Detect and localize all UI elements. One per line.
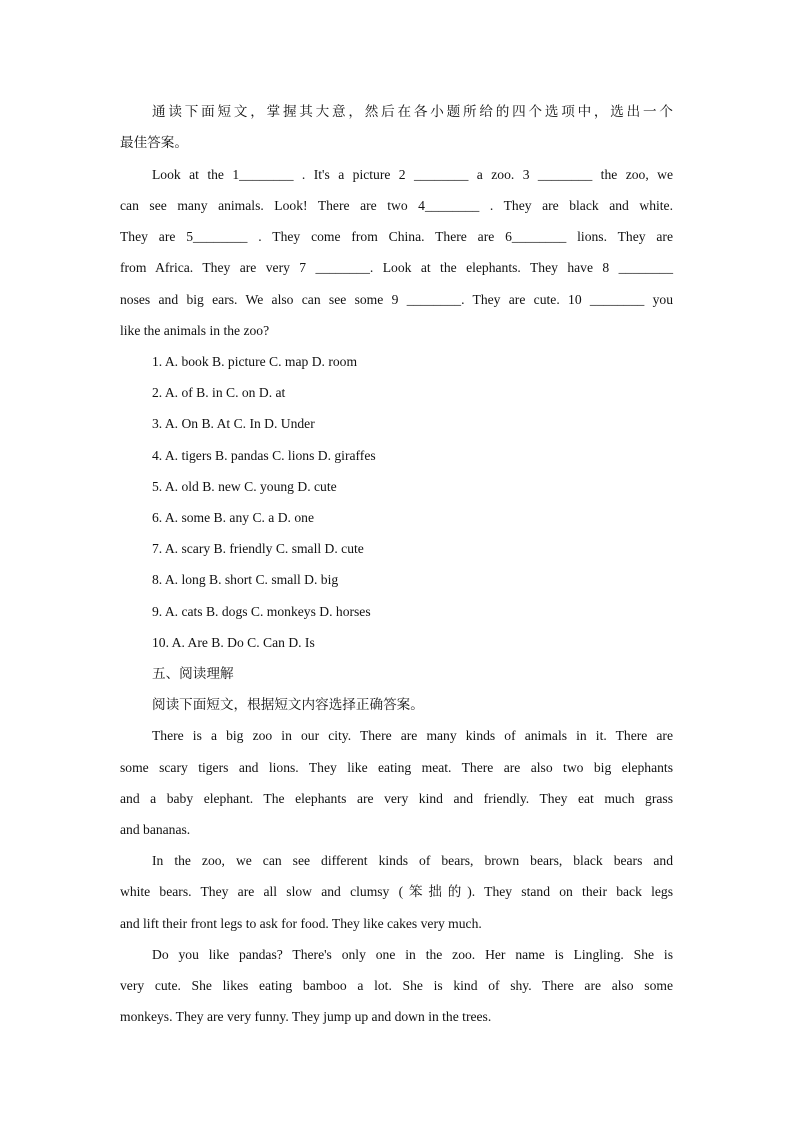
question-options: 6. A. some B. any C. a D. one	[152, 510, 314, 525]
passage2-line: and a baby elephant. The elephants are very kind and friendly. They eat much grass	[120, 791, 673, 806]
instruction-line-2: 最佳答案。	[120, 135, 188, 150]
passage2-line: and bananas.	[120, 822, 191, 837]
question-options: 7. A. scary B. friendly C. small D. cute	[152, 541, 364, 556]
passage1-line: Look at the 1________ . It's a picture 2 ________ a zoo. 3 ________ the zoo, we	[152, 167, 673, 182]
passage1-line: They are 5________ . They come from China. There are 6________ lions. They are	[120, 229, 673, 244]
passage1-line: like the animals in the zoo?	[120, 323, 270, 338]
passage1-line: from Africa. They are very 7 ________. Look at the elephants. They have 8 ________	[120, 260, 673, 275]
passage2-line: There is a big zoo in our city. There are many kinds of animals in it. There are	[152, 728, 673, 743]
question-options: 5. A. old B. new C. young D. cute	[152, 479, 337, 494]
passage1-line: noses and big ears. We also can see some 9 ________. They are cute. 10 ________ you	[120, 292, 673, 307]
passage2-line: white bears. They are all slow and clumsy (笨拙的). They stand on their back legs	[120, 884, 673, 899]
instruction-line-1: 通读下面短文，掌握其大意，然后在各小题所给的四个选项中，选出一个	[152, 104, 673, 119]
question-options: 2. A. of B. in C. on D. at	[152, 385, 286, 400]
question-options: 10. A. Are B. Do C. Can D. Is	[152, 635, 315, 650]
passage2-line: In the zoo, we can see different kinds of bears, brown bears, black bears and	[152, 853, 673, 868]
passage2-line: very cute. She likes eating bamboo a lot. She is kind of shy. There are also some	[120, 978, 673, 993]
passage2-line: Do you like pandas? There's only one in the zoo. Her name is Lingling. She is	[152, 947, 673, 962]
passage2-line: monkeys. They are very funny. They jump up and down in the trees.	[120, 1009, 492, 1024]
question-options: 1. A. book B. picture C. map D. room	[152, 354, 358, 369]
question-options: 4. A. tigers B. pandas C. lions D. giraffes	[152, 448, 376, 463]
section-instruction: 阅读下面短文，根据短文内容选择正确答案。	[152, 697, 424, 712]
passage1-line: can see many animals. Look! There are two 4________ . They are black and white.	[120, 198, 673, 213]
passage2-line: some scary tigers and lions. They like eating meat. There are also two big elephants	[120, 760, 673, 775]
question-options: 8. A. long B. short C. small D. big	[152, 572, 339, 587]
passage2-line: and lift their front legs to ask for food. They like cakes very much.	[120, 916, 482, 931]
question-options: 3. A. On B. At C. In D. Under	[152, 416, 315, 431]
section-heading: 五、阅读理解	[152, 666, 234, 681]
question-options: 9. A. cats B. dogs C. monkeys D. horses	[152, 604, 371, 619]
